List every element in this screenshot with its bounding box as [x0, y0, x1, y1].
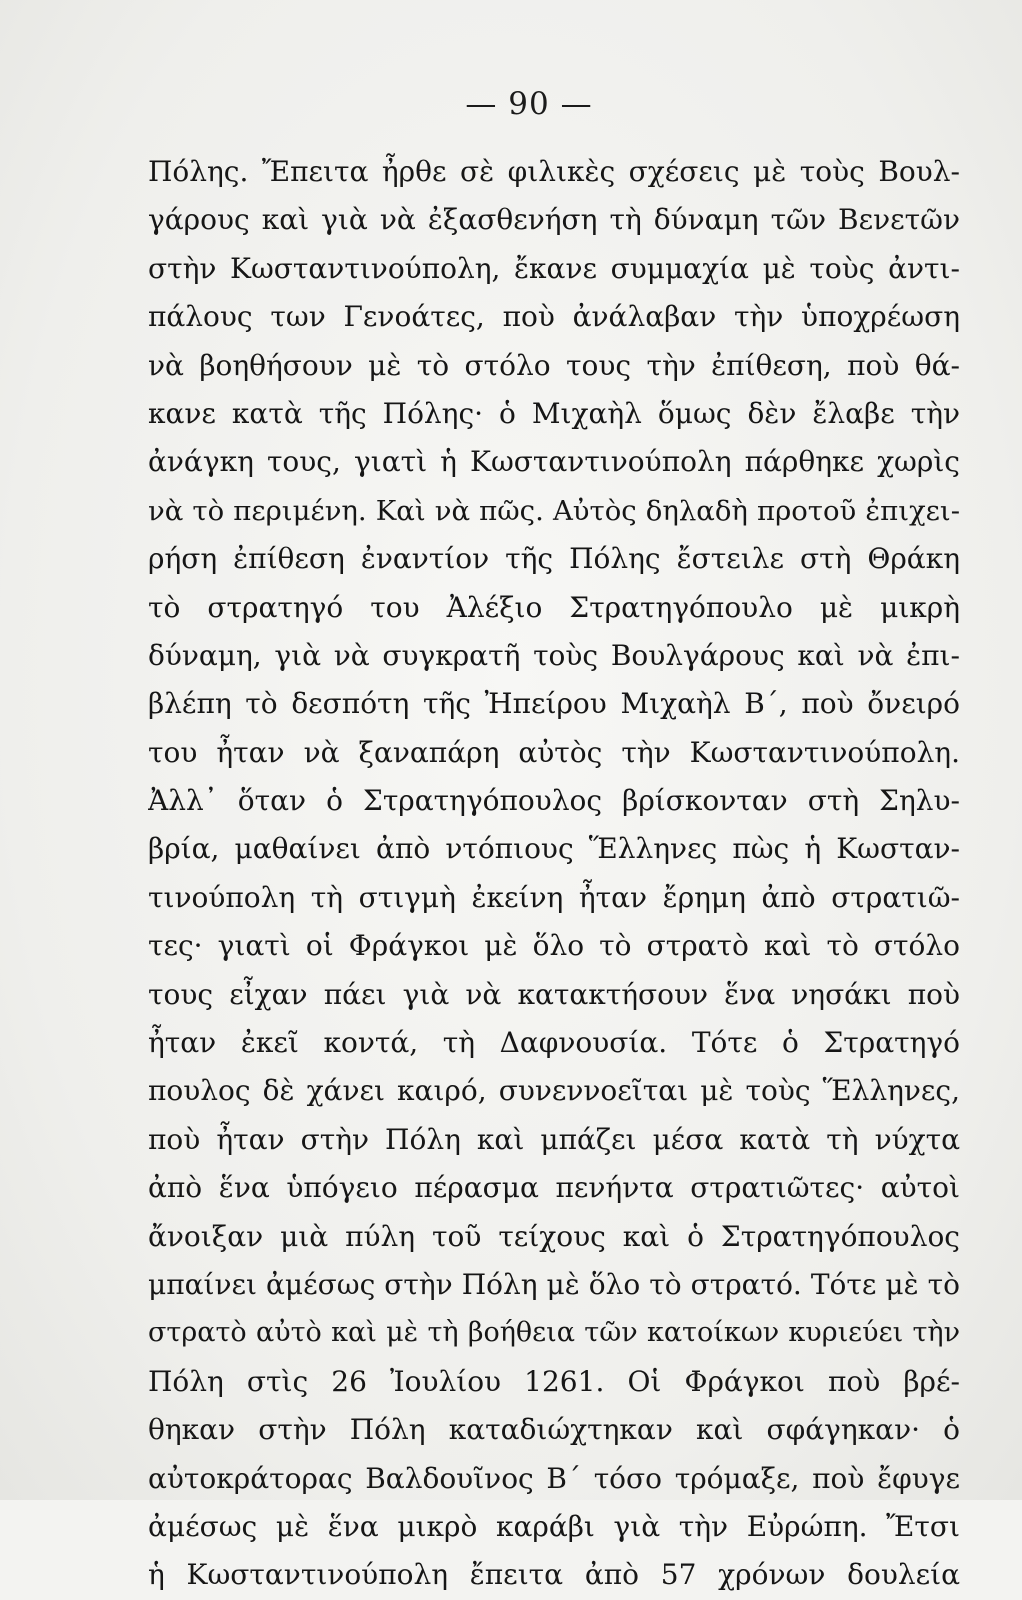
text-line: βρία, μαθαίνει ἀπὸ ντόπιους Ἕλληνες πὼς ἡ Κωσταν-	[148, 832, 960, 866]
text-line: θηκαν στὴν Πόλη καταδιώχτηκαν καὶ σφάγηκαν· ὁ	[148, 1413, 960, 1447]
text-line: στὴν Κωσταντινούπολη, ἔκανε συμμαχία μὲ τοὺς ἀντι-	[148, 251, 960, 285]
text-line: τους εἶχαν πάει γιὰ νὰ κατακτήσουν ἕνα νησάκι ποὺ	[148, 977, 960, 1011]
text-line: ἀμέσως μὲ ἕνα μικρὸ καράβι γιὰ τὴν Εὐρώπη. Ἔτσι	[148, 1509, 960, 1543]
text-line: ἦταν ἐκεῖ κοντά, τὴ Δαφνουσία. Τότε ὁ Στρατηγό	[148, 1026, 960, 1060]
page-number: — 90 —	[465, 86, 593, 122]
text-line: ἀνάγκη τους, γιατὶ ἡ Κωσταντινούπολη πάρθηκε χωρὶς	[148, 445, 960, 479]
text-line: Πόλη στὶς 26 Ἰουλίου 1261. Οἱ Φράγκοι ποὺ βρέ-	[148, 1364, 960, 1398]
text-line: δύναμη, γιὰ νὰ συγκρατῆ τοὺς Βουλγάρους καὶ νὰ ἐπι-	[148, 638, 960, 672]
text-line: γάρους καὶ γιὰ νὰ ἐξασθενήση τὴ δύναμη τῶν Βενετῶν	[148, 203, 960, 237]
text-line: του ἦταν νὰ ξαναπάρη αὐτὸς τὴν Κωσταντινούπολη.	[148, 735, 960, 769]
text-line: ἡ Κωσταντινούπολη ἔπειτα ἀπὸ 57 χρόνων δουλεία	[148, 1558, 960, 1592]
text-line: πουλος δὲ χάνει καιρό, συνεννοεῖται μὲ τοὺς Ἕλληνες,	[148, 1074, 960, 1108]
body-text	[148, 148, 960, 1600]
text-line: πάλους των Γενοάτες, ποὺ ἀνάλαβαν τὴν ὑποχρέωση	[148, 300, 960, 334]
text-line: κανε κατὰ τῆς Πόλης· ὁ Μιχαὴλ ὅμως δὲν ἔλαβε τὴν	[148, 396, 960, 430]
text-line: Ἀλλ᾽ ὅταν ὁ Στρατηγόπουλος βρίσκονταν στὴ Σηλυ-	[148, 784, 960, 818]
text-line: τὸ στρατηγό του Ἀλέξιο Στρατηγόπουλο μὲ μικρὴ	[148, 590, 960, 624]
text-line: τινούπολη τὴ στιγμὴ ἐκείνη ἦταν ἔρημη ἀπὸ στρατιῶ-	[148, 880, 960, 914]
text-line: Πόλης. Ἔπειτα ἦρθε σὲ φιλικὲς σχέσεις μὲ τοὺς Βουλ-	[148, 155, 960, 188]
text-line: τες· γιατὶ οἱ Φράγκοι μὲ ὅλο τὸ στρατὸ καὶ τὸ στόλο	[148, 929, 960, 963]
text-line: ποὺ ἦταν στὴν Πόλη καὶ μπάζει μέσα κατὰ τὴ νύχτα	[148, 1122, 960, 1156]
text-line: ἀπὸ ἕνα ὑπόγειο πέρασμα πενήντα στρατιῶτες· αὐτοὶ	[148, 1171, 960, 1205]
text-line: αὐτοκράτορας Βαλδουῖνος Β΄ τόσο τρόμαξε, ποὺ ἔφυγε	[148, 1461, 960, 1495]
text-line: νὰ βοηθήσουν μὲ τὸ στόλο τους τὴν ἐπίθεση, ποὺ θά-	[148, 348, 960, 382]
text-line: ρήση ἐπίθεση ἐναντίον τῆς Πόλης ἔστειλε στὴ Θράκη	[148, 542, 960, 576]
text-line: μπαίνει ἀμέσως στὴν Πόλη μὲ ὅλο τὸ στρατό. Τότε μὲ τὸ	[148, 1267, 960, 1301]
text-line: στρατὸ αὐτὸ καὶ μὲ τὴ βοήθεια τῶν κατοίκων κυριεύει τὴν	[148, 1317, 960, 1349]
text-line: βλέπη τὸ δεσπότη τῆς Ἠπείρου Μιχαὴλ Β΄, ποὺ ὄνειρό	[148, 687, 960, 721]
text-line: νὰ τὸ περιμένη. Καὶ νὰ πῶς. Αὐτὸς δηλαδὴ προτοῦ ἐπιχει-	[148, 494, 960, 527]
text-line: ἄνοιξαν μιὰ πύλη τοῦ τείχους καὶ ὁ Στρατηγόπουλος	[148, 1219, 960, 1253]
